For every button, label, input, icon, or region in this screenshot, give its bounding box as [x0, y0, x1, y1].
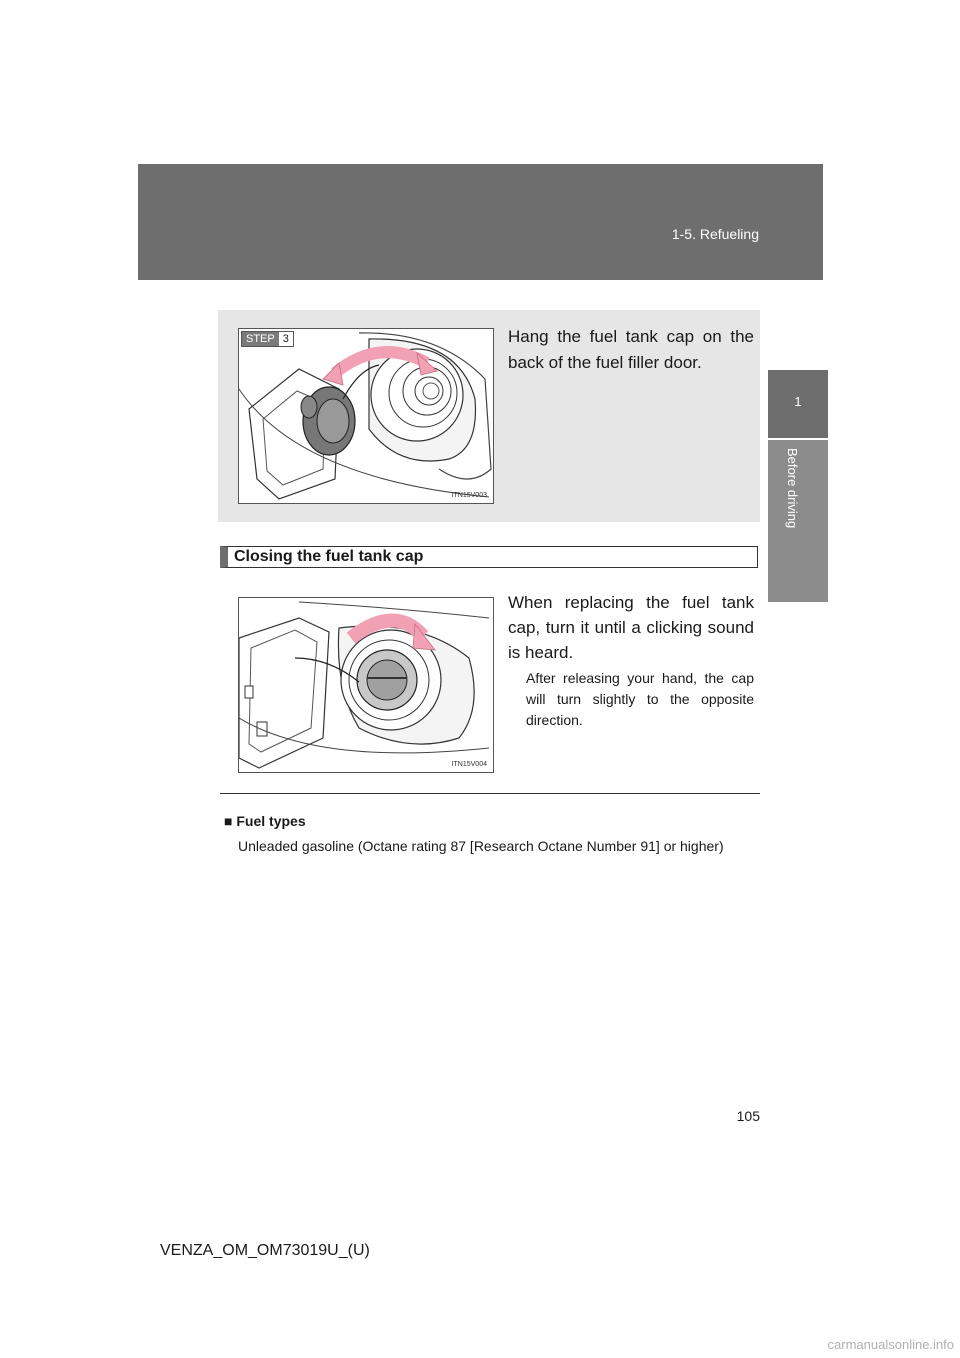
header-band [138, 164, 823, 280]
step-badge-number: 3 [279, 332, 293, 346]
closing-instruction: When replacing the fuel tank cap, turn it until a clicking sound is heard. [508, 593, 754, 662]
chapter-number: 1 [794, 394, 802, 409]
step-3-text: Hang the fuel tank cap on the back of the fuel filler door. [508, 327, 754, 372]
section-heading: Closing the fuel tank cap [220, 546, 758, 568]
chapter-label: Before driving [785, 448, 800, 529]
illustration-code-2: ITN15V004 [451, 761, 487, 768]
fuel-types-body: Unleaded gasoline (Octane rating 87 [Research Octane Number 91] or higher) [238, 838, 724, 854]
section-title: 1-5. Refueling [671, 226, 759, 242]
divider [220, 793, 760, 794]
chapter-tab [768, 370, 828, 438]
chapter-label-tab [768, 440, 828, 602]
step-3-panel [218, 310, 760, 522]
fuel-cap-closing-drawing [239, 598, 493, 772]
fuel-cap-hanging-drawing [239, 329, 493, 503]
document-code: VENZA_OM_OM73019U_(U) [160, 1242, 370, 1259]
page-number: 105 [736, 1108, 760, 1124]
fuel-types-title-text: Fuel types [236, 813, 306, 829]
square-bullet-icon: ■ [224, 813, 233, 829]
fuel-cap-hanging-illustration [238, 328, 494, 504]
fuel-types-title [224, 813, 306, 829]
fuel-cap-closing-illustration [238, 597, 494, 773]
illustration-code: ITN15V003 [451, 492, 487, 499]
step-badge-label: STEP [242, 332, 279, 346]
step-badge [241, 331, 294, 347]
watermark: carmanualsonline.info [827, 1337, 954, 1352]
closing-note: After releasing your hand, the cap will turn slightly to the opposite direction. [526, 670, 754, 728]
